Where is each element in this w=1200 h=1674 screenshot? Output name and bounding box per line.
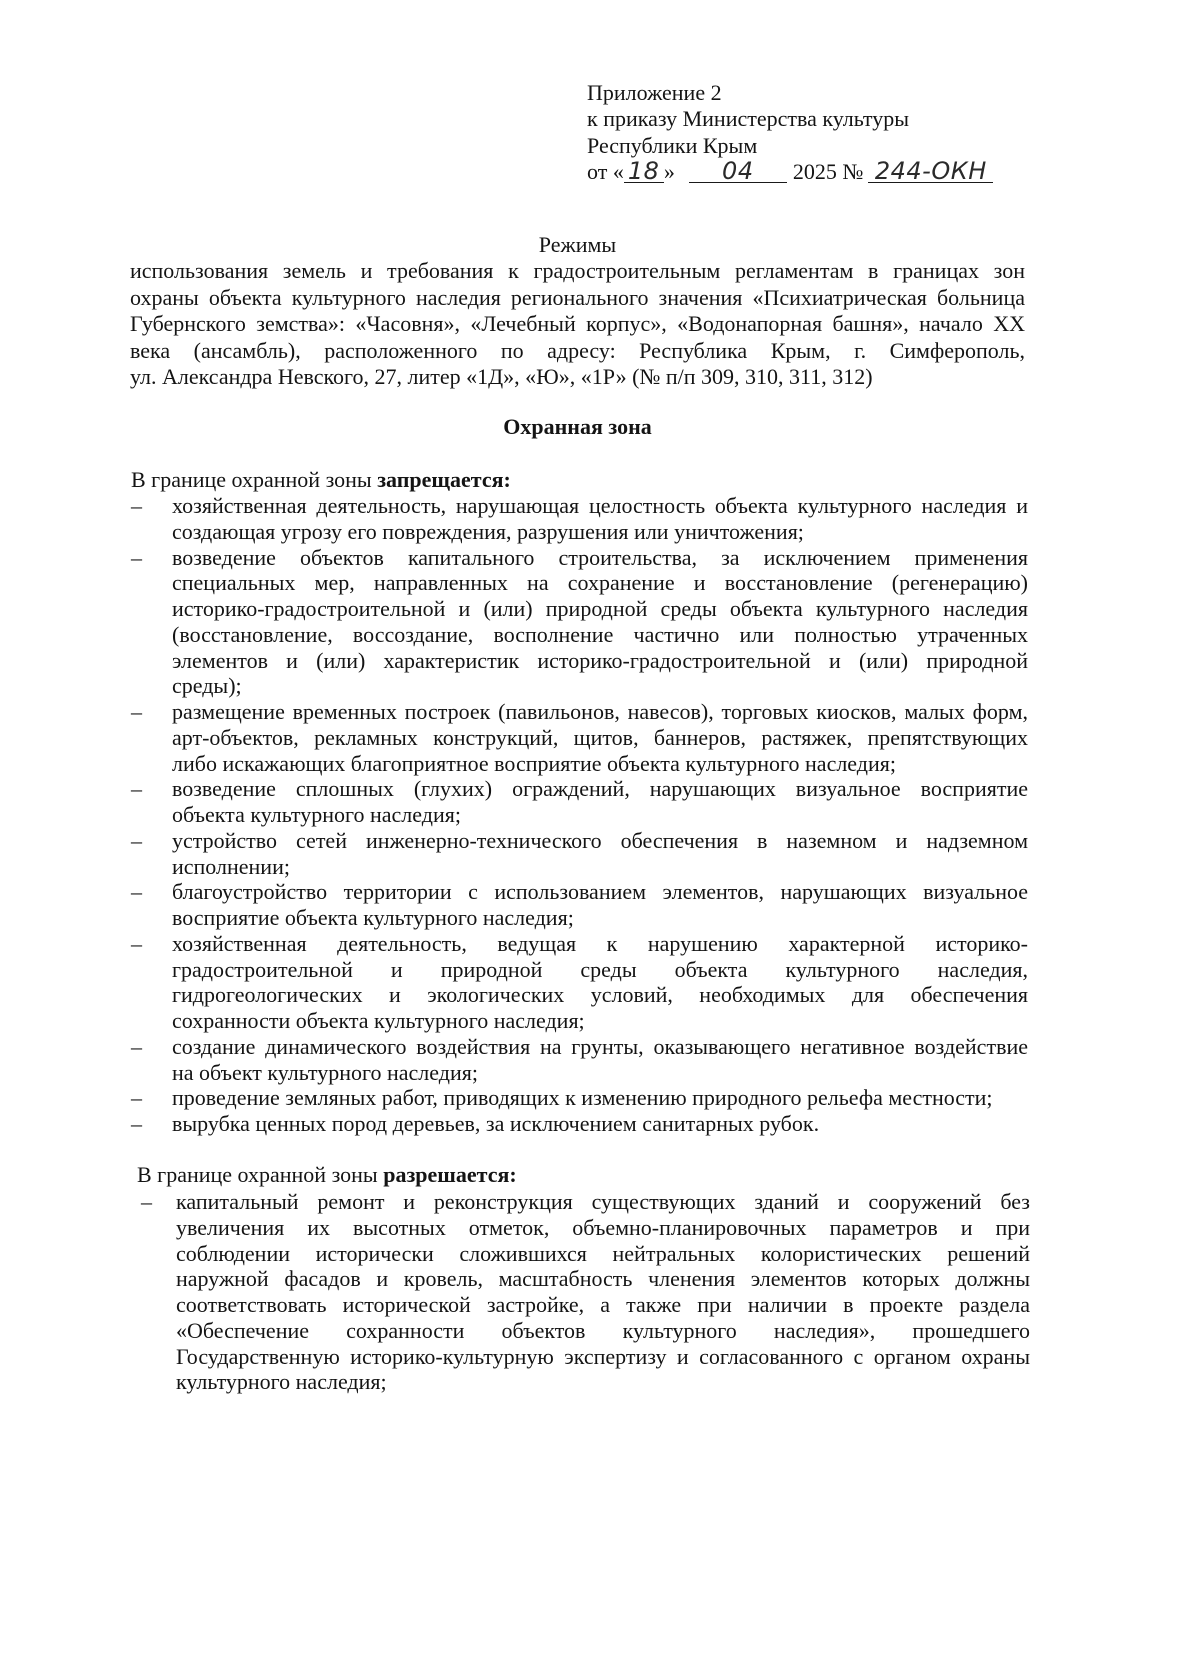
order-reference: к приказу Министерства культуры — [587, 106, 910, 132]
list-item-line: создание динамического воздействия на грунты, оказывающего негативное воздействие — [172, 1033, 1028, 1059]
list-dash: – — [131, 930, 142, 956]
list-item-line: градостроительной и природной среды объекта культурного наследия, — [172, 956, 1028, 982]
forbidden-keyword: запрещается: — [377, 467, 511, 492]
list-dash: – — [131, 1033, 142, 1059]
appendix-header — [587, 80, 993, 185]
forbidden-list — [131, 493, 1028, 1137]
handwritten-day: 18 — [627, 156, 660, 185]
list-dash: – — [131, 493, 142, 518]
list-item-line: восприятие объекта культурного наследия; — [172, 905, 574, 930]
forbidden-item — [131, 931, 1028, 1034]
list-dash: – — [131, 827, 142, 853]
forbidden-item — [131, 776, 1028, 828]
list-item-line: «Обеспечение сохранности объектов культурного наследия», прошедшего — [176, 1317, 1030, 1343]
list-item-line: среды); — [172, 673, 242, 699]
list-item-line: размещение временных построек (павильонов, навесов), торговых киосков, малых форм, — [172, 699, 1028, 724]
list-dash: – — [131, 776, 142, 802]
year-and-number-label: 2025 № — [792, 158, 864, 184]
allowed-list — [141, 1189, 1030, 1395]
list-dash: – — [131, 544, 142, 570]
handwritten-order-number: 244-ОКН — [874, 156, 987, 185]
allowed-intro — [137, 1162, 517, 1188]
appendix-number: Приложение 2 — [587, 80, 722, 105]
list-item-line: либо искажающих благоприятное восприятие объекта культурного наследия; — [172, 750, 896, 776]
list-item-line: хозяйственная деятельность, нарушающая целостность объекта культурного наследия и — [172, 493, 1028, 518]
list-item-line: Государственную историко-культурную экспертизу и согласованного с органом охраны — [176, 1343, 1030, 1369]
list-item-line: специальных мер, направленных на сохранение и восстановление (регенерацию) — [172, 570, 1028, 596]
list-item-line: соблюдении исторически сложившихся нейтральных колористических решений — [176, 1240, 1030, 1266]
forbidden-intro — [131, 467, 511, 493]
list-item-line: вырубка ценных пород деревьев, за исключением санитарных рубок. — [172, 1111, 820, 1136]
list-item-line: арт-объектов, рекламных конструкций, щитов, баннеров, растяжек, препятствующих — [172, 724, 1028, 750]
list-item-line: элементов и (или) характеристик историко-градостроительной и (или) природной — [172, 647, 1028, 673]
subtitle-line: ул. Александра Невского, 27, литер «1Д», «Ю», «1Р» (№ п/п 309, 310, 311, 312) — [130, 364, 873, 389]
list-item-line: проведение земляных работ, приводящих к изменению природного рельефа местности; — [172, 1085, 993, 1111]
list-item-line: соответствовать исторической застройке, а также при наличии в проекте раздела — [176, 1292, 1030, 1317]
order-number-field — [868, 156, 993, 185]
forbidden-item — [131, 545, 1028, 700]
list-item-line: капитальный ремонт и реконструкция существующих зданий и сооружений без — [176, 1189, 1030, 1214]
list-dash: – — [131, 879, 142, 905]
list-dash: – — [131, 1085, 142, 1111]
forbidden-item — [131, 493, 1028, 545]
zone-heading: Охранная зона — [503, 414, 652, 439]
forbidden-intro-text: В границе охранной зоны — [131, 467, 372, 492]
forbidden-item — [131, 1034, 1028, 1086]
list-item-line: (восстановление, воссоздание, восполнение частично или полностью утраченных — [172, 621, 1028, 647]
list-dash: – — [131, 1111, 142, 1136]
subtitle-line: века (ансамбль), расположенного по адресу: Республика Крым, г. Симферополь, — [130, 337, 1025, 363]
allowed-intro-text: В границе охранной зоны — [137, 1162, 378, 1187]
republic-name: Республики Крым — [587, 132, 758, 158]
forbidden-item — [131, 879, 1028, 931]
list-item-line: сохранности объекта культурного наследия; — [172, 1008, 585, 1033]
forbidden-item — [131, 1085, 1028, 1111]
date-prefix: от « — [587, 158, 624, 184]
date-close-quote: » — [663, 158, 675, 184]
subtitle-line: использования земель и требования к градостроительным регламентам в границах зон — [130, 258, 1025, 283]
forbidden-item — [131, 699, 1028, 776]
handwritten-month: 04 — [722, 156, 754, 185]
list-item-line: историко-градостроительной и (или) природной среды объекта культурного наследия — [172, 596, 1028, 621]
month-field — [689, 156, 787, 185]
list-item-line: благоустройство территории с использованием элементов, нарушающих визуальное — [172, 879, 1028, 905]
allowed-keyword: разрешается: — [383, 1162, 517, 1187]
list-item-line: исполнении; — [172, 853, 290, 879]
list-item-line: на объект культурного наследия; — [172, 1059, 478, 1085]
list-item-line: возведение сплошных (глухих) ограждений, нарушающих визуальное восприятие — [172, 776, 1028, 802]
list-dash: – — [131, 699, 142, 724]
forbidden-item — [131, 1111, 1028, 1137]
subtitle-line: охраны объекта культурного наследия регионального значения «Психиатрическая больница — [130, 284, 1025, 310]
subtitle-line: Губернского земства»: «Часовня», «Лечебный корпус», «Водонапорная башня», начало XX — [130, 311, 1025, 336]
document-title: Режимы — [538, 232, 617, 257]
list-dash: – — [141, 1189, 152, 1214]
list-item-line: хозяйственная деятельность, ведущая к нарушению характерной историко- — [172, 930, 1028, 956]
order-date-line — [587, 156, 993, 185]
list-item-line: устройство сетей инженерно-технического обеспечения в наземном и надземном — [172, 827, 1028, 853]
allowed-item — [141, 1189, 1030, 1395]
list-item-line: культурного наследия; — [176, 1369, 387, 1395]
list-item-line: создающая угрозу его повреждения, разрушения или уничтожения; — [172, 518, 804, 544]
forbidden-item — [131, 828, 1028, 880]
list-item-line: гидрогеологических и экологических условий, необходимых для обеспечения — [172, 982, 1028, 1008]
document-subtitle — [130, 258, 1025, 391]
list-item-line: увеличения их высотных отметок, объемно-планировочных параметров и при — [176, 1214, 1030, 1240]
day-field — [624, 156, 664, 185]
list-item-line: наружной фасадов и кровель, масштабность членения элементов которых должны — [176, 1266, 1030, 1292]
list-item-line: возведение объектов капитального строительства, за исключением применения — [172, 544, 1028, 570]
list-item-line: объекта культурного наследия; — [172, 802, 461, 827]
